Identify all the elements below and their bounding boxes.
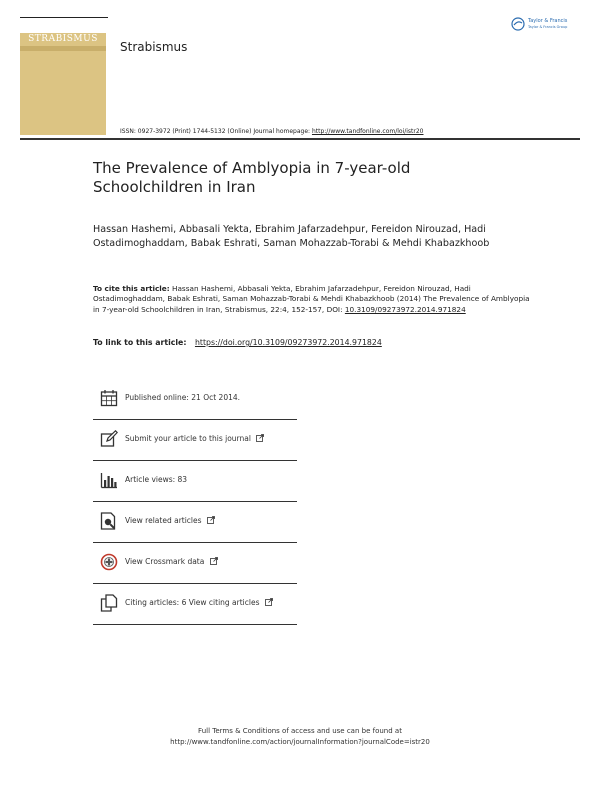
- info-row-submit[interactable]: [93, 419, 297, 461]
- footer-terms: Full Terms & Conditions of access and use can be found at: [198, 727, 402, 735]
- crossmark-label: View Crossmark data: [125, 557, 205, 566]
- submit-article-link[interactable]: [125, 434, 264, 443]
- article-doi-link[interactable]: https://doi.org/10.3109/09273972.2014.971824: [194, 338, 382, 347]
- cover-band: [20, 46, 106, 51]
- external-link-icon: [207, 516, 215, 524]
- citation-block: [93, 284, 533, 315]
- article-title: The Prevalence of Amblyopia in 7-year-old Schoolchildren in Iran: [93, 159, 411, 196]
- link-line: [93, 338, 382, 347]
- top-rule: [20, 17, 108, 18]
- issn-line: [120, 128, 424, 135]
- info-row-related[interactable]: [93, 501, 297, 543]
- issn-text: ISSN: 0927-3972 (Print) 1744-5132 (Online) Journal homepage:: [120, 128, 311, 135]
- publisher-subname: Taylor & Francis Group: [528, 25, 568, 29]
- external-link-icon: [256, 434, 264, 442]
- external-link-icon: [265, 598, 273, 606]
- submit-article-label: Submit your article to this journal: [125, 434, 251, 443]
- copy-documents-icon: [100, 594, 118, 612]
- article-views: Article views: 83: [125, 475, 188, 484]
- journal-homepage-link[interactable]: http://www.tandfonline.com/loi/istr20: [311, 128, 424, 135]
- info-row-published: [93, 378, 297, 420]
- edit-icon: [100, 430, 118, 448]
- citation-label: To cite this article:: [93, 284, 170, 293]
- related-articles-label: View related articles: [125, 516, 202, 525]
- info-row-citing[interactable]: [93, 583, 297, 625]
- info-row-crossmark[interactable]: [93, 542, 297, 584]
- citing-articles-link[interactable]: [125, 598, 273, 607]
- crossmark-icon: [100, 553, 118, 571]
- footer: [0, 726, 600, 748]
- view-related-articles-link[interactable]: [125, 516, 215, 525]
- info-row-views: [93, 460, 297, 502]
- publisher-name: Taylor & Francis: [528, 18, 568, 24]
- citing-articles-label: Citing articles: 6 View citing articles: [125, 598, 260, 607]
- published-date: Published online: 21 Oct 2014.: [125, 393, 241, 402]
- publisher-logo[interactable]: [511, 17, 581, 35]
- citation-text: Hassan Hashemi, Abbasali Yekta, Ebrahim Jafarzadehpur, Fereidon Nirouzad, Hadi Ostadimoghaddam, Babak Eshrati, Saman Mohazzab-Torabi & Mehdi Khabazkhoob (2014) The Prevalence of Amblyopia in 7-year-old Schoolchildren in Iran, Strabismus, 22:4, 152-157, DOI:: [93, 284, 530, 314]
- view-crossmark-link[interactable]: [125, 557, 218, 566]
- external-link-icon: [210, 557, 218, 565]
- cover-title: STRABISMUS: [28, 34, 98, 44]
- search-document-icon: [100, 512, 118, 530]
- citation-doi-link[interactable]: 10.3109/09273972.2014.971824: [344, 304, 466, 314]
- footer-url[interactable]: http://www.tandfonline.com/action/journalInformation?journalCode=istr20: [170, 738, 430, 746]
- bar-chart-icon: [100, 471, 118, 489]
- journal-cover[interactable]: [20, 33, 106, 135]
- calendar-icon: [100, 389, 118, 407]
- article-authors: Hassan Hashemi, Abbasali Yekta, Ebrahim Jafarzadehpur, Fereidon Nirouzad, Hadi Ostadimoghaddam, Babak Eshrati, Saman Mohazzab-Torabi & Mehdi Khabazkhoob: [93, 224, 490, 249]
- header-rule: [20, 138, 580, 140]
- journal-name: Strabismus: [120, 40, 188, 54]
- publisher-logo-icon: [511, 17, 525, 31]
- link-label: To link to this article:: [93, 338, 187, 347]
